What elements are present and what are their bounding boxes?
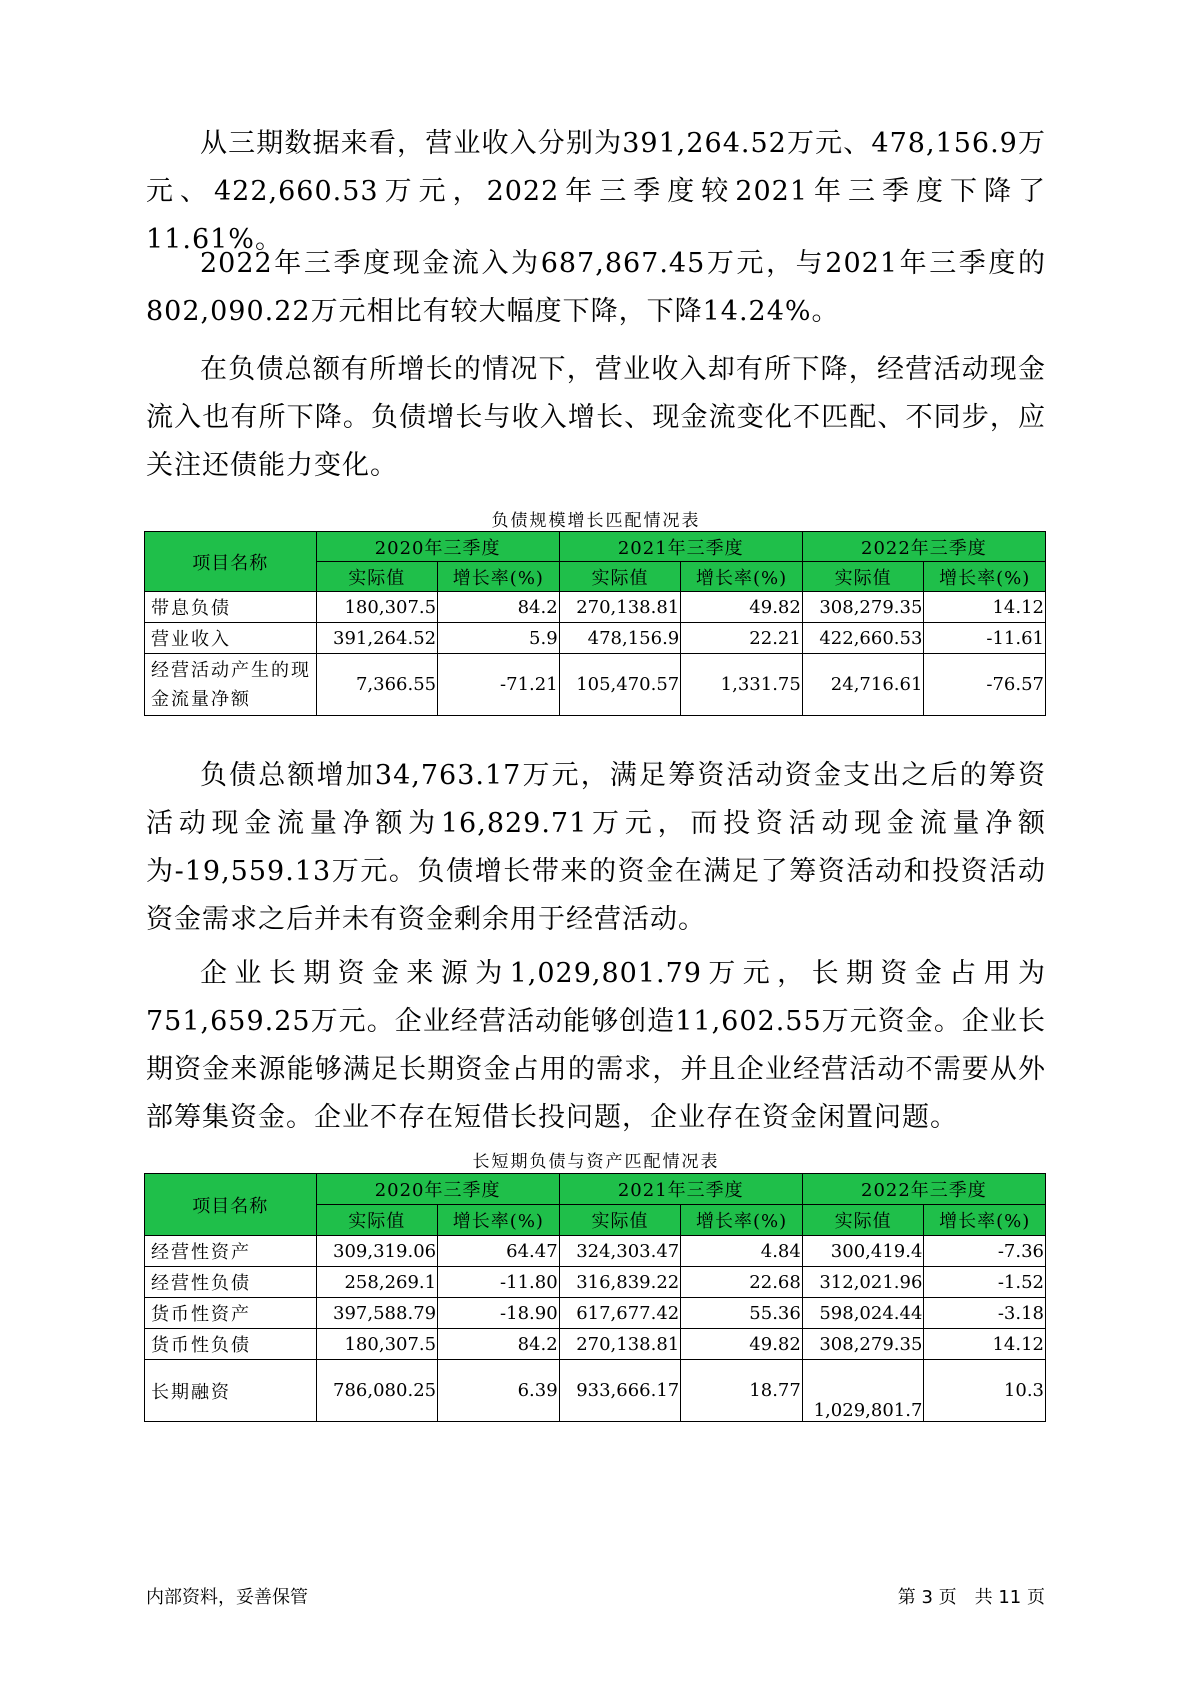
row-name: 货币性负债 [145, 1329, 317, 1360]
paragraph-debt-increase: 负债总额增加34,763.17万元，满足筹资活动资金支出之后的筹资活动现金流量净额为16,829.71万元，而投资活动现金流量净额为-19,559.13万元。负债增长带来的资金在满足了筹资活动和投资活动资金需求之后并未有资金剩余用于经营活动。 [146, 760, 1046, 935]
cell-growth: -7.36 [924, 1236, 1046, 1267]
paragraph-cash-inflow: 2022年三季度现金流入为687,867.45万元，与2021年三季度的802,090.22万元相比有较大幅度下降，下降14.24%。 [146, 248, 1046, 327]
cell-value: 270,138.81 [559, 592, 681, 623]
cell-value: 391,264.52 [316, 623, 438, 654]
cell-growth: -71.21 [438, 654, 560, 716]
period-header: 2021年三季度 [559, 1174, 802, 1205]
cell-value: 617,677.42 [559, 1298, 681, 1329]
cell-value: 933,666.17 [559, 1360, 681, 1422]
row-name: 经营活动产生的现金流量净额 [145, 654, 317, 716]
row-name: 经营性资产 [145, 1236, 317, 1267]
cell-value: 270,138.81 [559, 1329, 681, 1360]
cell-value: 308,279.35 [802, 1329, 924, 1360]
table-row [145, 654, 1046, 716]
page-prefix: 第 [897, 1587, 916, 1608]
sub-header-growth: 增长率(%) [924, 1205, 1046, 1236]
table-row [145, 592, 1046, 623]
sub-header-value: 实际值 [316, 562, 438, 592]
sub-header-growth: 增长率(%) [438, 562, 560, 592]
cell-growth: -11.80 [438, 1267, 560, 1298]
cell-value: 478,156.9 [559, 623, 681, 654]
table-row [145, 1236, 1046, 1267]
page-mid: 页 共 [938, 1587, 993, 1608]
debt-growth-table [144, 531, 1046, 716]
sub-header-value: 实际值 [559, 562, 681, 592]
page-suffix: 页 [1027, 1587, 1045, 1608]
cell-value: 300,419.4 [802, 1236, 924, 1267]
cell-growth: -11.61 [924, 623, 1046, 654]
current-page: 3 [921, 1587, 933, 1608]
sub-header-value: 实际值 [559, 1205, 681, 1236]
page-number [898, 1583, 1045, 1609]
row-name: 营业收入 [145, 623, 317, 654]
cell-value: 1,029,801.7 [802, 1360, 924, 1422]
liability-asset-match-table [144, 1173, 1046, 1422]
cell-growth: 22.21 [681, 623, 803, 654]
cell-value: 105,470.57 [559, 654, 681, 716]
cell-growth: 1,331.75 [681, 654, 803, 716]
row-name: 货币性资产 [145, 1298, 317, 1329]
sub-header-growth: 增长率(%) [681, 1205, 803, 1236]
cell-growth: -1.52 [924, 1267, 1046, 1298]
cell-growth: 14.12 [924, 592, 1046, 623]
cell-value: 786,080.25 [316, 1360, 438, 1422]
paragraph-revenue: 从三期数据来看，营业收入分别为391,264.52万元、478,156.9万元、422,660.53万元，2022年三季度较2021年三季度下降了11.61%。 [146, 128, 1046, 255]
cell-growth: 49.82 [681, 1329, 803, 1360]
cell-value: 397,588.79 [316, 1298, 438, 1329]
cell-value: 324,303.47 [559, 1236, 681, 1267]
table-row [145, 623, 1046, 654]
cell-value: 316,839.22 [559, 1267, 681, 1298]
period-header: 2021年三季度 [559, 532, 802, 562]
period-header: 2022年三季度 [802, 532, 1045, 562]
cell-growth: -3.18 [924, 1298, 1046, 1329]
cell-value: 312,021.96 [802, 1267, 924, 1298]
period-header: 2020年三季度 [316, 1174, 559, 1205]
cell-value: 24,716.61 [802, 654, 924, 716]
cell-growth: 84.2 [438, 1329, 560, 1360]
paragraph-long-term-funds: 企业长期资金来源为1,029,801.79万元，长期资金占用为751,659.25万元。企业经营活动能够创造11,602.55万元资金。企业长期资金来源能够满足长期资金占用的需求，并且企业经营活动不需要从外部筹集资金。企业不存在短借长投问题，企业存在资金闲置问题。 [146, 958, 1046, 1133]
cell-growth: 10.3 [924, 1360, 1046, 1422]
sub-header-value: 实际值 [802, 1205, 924, 1236]
period-header: 2022年三季度 [802, 1174, 1045, 1205]
cell-growth: 22.68 [681, 1267, 803, 1298]
cell-growth: 14.12 [924, 1329, 1046, 1360]
item-name-header: 项目名称 [145, 1174, 317, 1236]
cell-growth: -18.90 [438, 1298, 560, 1329]
table1-caption: 负债规模增长匹配情况表 [491, 511, 701, 531]
row-name: 经营性负债 [145, 1267, 317, 1298]
sub-header-value: 实际值 [802, 562, 924, 592]
period-header: 2020年三季度 [316, 532, 559, 562]
row-name: 带息负债 [145, 592, 317, 623]
table-row [145, 1329, 1046, 1360]
item-name-header: 项目名称 [145, 532, 317, 592]
cell-value: 308,279.35 [802, 592, 924, 623]
sub-header-growth: 增长率(%) [438, 1205, 560, 1236]
cell-value: 422,660.53 [802, 623, 924, 654]
cell-growth: 64.47 [438, 1236, 560, 1267]
cell-value: 180,307.5 [316, 592, 438, 623]
cell-growth: 4.84 [681, 1236, 803, 1267]
cell-value: 180,307.5 [316, 1329, 438, 1360]
cell-value: 598,024.44 [802, 1298, 924, 1329]
table-row [145, 1360, 1046, 1422]
cell-growth: 55.36 [681, 1298, 803, 1329]
table-row [145, 1267, 1046, 1298]
sub-header-growth: 增长率(%) [924, 562, 1046, 592]
table2-caption: 长短期负债与资产匹配情况表 [472, 1152, 720, 1172]
cell-value: 7,366.55 [316, 654, 438, 716]
footer-confidential-note: 内部资料，妥善保管 [146, 1587, 308, 1608]
cell-growth: 84.2 [438, 592, 560, 623]
row-name: 长期融资 [145, 1360, 317, 1422]
cell-value: 258,269.1 [316, 1267, 438, 1298]
total-pages: 11 [998, 1587, 1022, 1608]
paragraph-debt-observation: 在负债总额有所增长的情况下，营业收入却有所下降，经营活动现金流入也有所下降。负债增长与收入增长、现金流变化不匹配、不同步，应关注还债能力变化。 [146, 354, 1046, 481]
sub-header-value: 实际值 [316, 1205, 438, 1236]
cell-growth: 6.39 [438, 1360, 560, 1422]
sub-header-growth: 增长率(%) [681, 562, 803, 592]
table-row [145, 1298, 1046, 1329]
cell-growth: 5.9 [438, 623, 560, 654]
cell-value: 309,319.06 [316, 1236, 438, 1267]
cell-growth: -76.57 [924, 654, 1046, 716]
cell-growth: 49.82 [681, 592, 803, 623]
cell-growth: 18.77 [681, 1360, 803, 1422]
